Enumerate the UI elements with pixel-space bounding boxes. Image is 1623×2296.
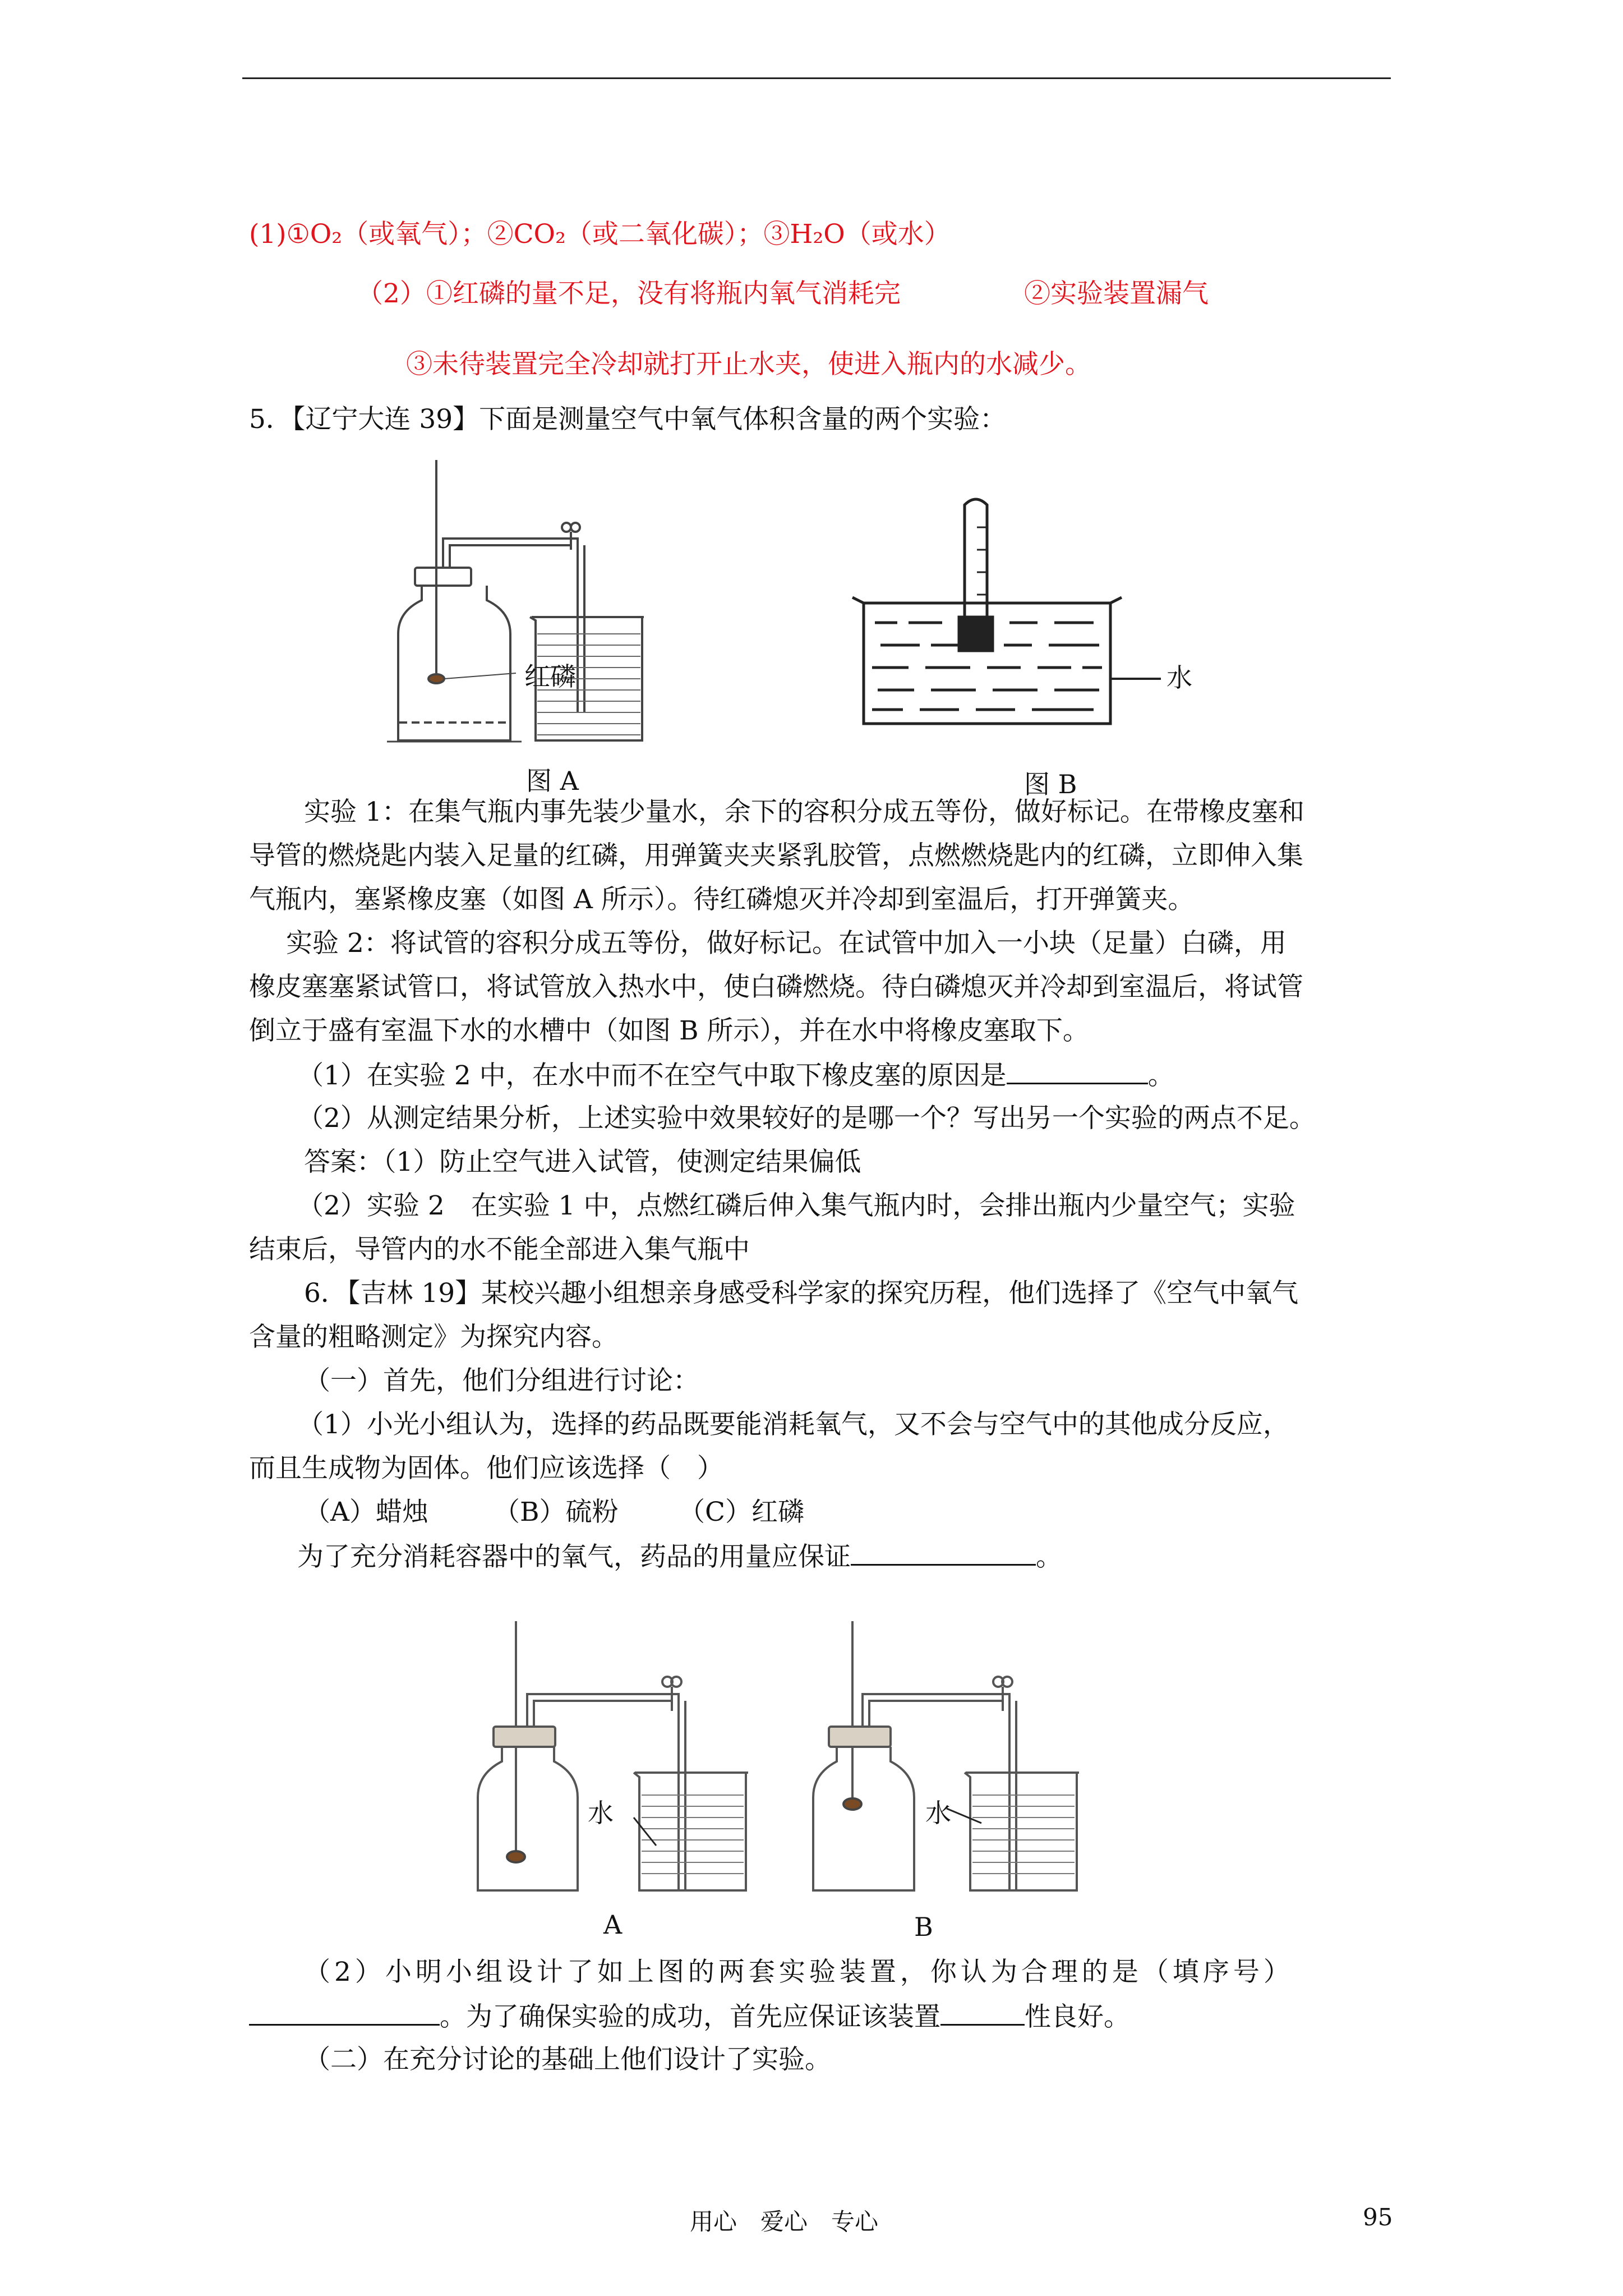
q5-answer-1: 答案：（1）防止空气进入试管，使测定结果偏低 [304, 1147, 861, 1177]
q6-sub2-b [249, 1999, 1130, 2034]
q6-sub1-b: 而且生成物为固体。他们应该选择（ ） [249, 1453, 723, 1484]
q6-sub1-c [297, 1539, 1062, 1574]
q5-sub2: （2）从测定结果分析，上述实验中效果较好的是哪一个？写出另一个实验的两点不足。 [297, 1103, 1316, 1134]
footer-motto: 用心 爱心 专心 [690, 2208, 879, 2235]
exp2-line-1: 实验 2：将试管的容积分成五等份，做好标记。在试管中加入一小块（足量）白磷，用 [286, 928, 1287, 959]
caption-figure-a: 图 A [526, 766, 579, 796]
figure-a-apparatus [387, 449, 667, 752]
fig-b-water-label: 水 [1166, 662, 1192, 693]
q5-sub1-blank[interactable] [1007, 1058, 1148, 1084]
exp1-line-1: 实验 1：在集气瓶内事先装少量水，余下的容积分成五等份，做好标记。在带橡皮塞和 [304, 797, 1304, 827]
q5-title: 5．【辽宁大连 39】下面是测量空气中氧气体积含量的两个实验： [249, 404, 1007, 435]
answer-line-2b: ②实验装置漏气 [1024, 278, 1209, 309]
exp1-line-2: 导管的燃烧匙内装入足量的红磷，用弹簧夹夹紧乳胶管，点燃燃烧匙内的红磷，立即伸入集 [249, 840, 1303, 871]
q6-caption-b: B [914, 1912, 933, 1942]
q6-sub2-a: （2）小明小组设计了如上图的两套实验装置，你认为合理的是（填序号） [304, 1957, 1294, 1987]
q5-answer-2b: 结束后，导管内的水不能全部进入集气瓶中 [249, 1234, 750, 1265]
q5-sub1-end: 。 [1147, 1060, 1174, 1091]
q6-sub1-c-blank[interactable] [851, 1539, 1036, 1566]
q6-sub1-a: （1）小光小组认为，选择的药品既要能消耗氧气，又不会与空气中的其他成分反应， [297, 1409, 1289, 1440]
caption-figure-b: 图 B [1024, 769, 1077, 799]
q6-fig-a-water-label: 水 [588, 1798, 614, 1828]
figure-b-apparatus [847, 494, 1183, 735]
q6-sub2-b-end: 性良好。 [1025, 2001, 1130, 2032]
q5-answer-2a: （2）实验 2 在实验 1 中，点燃红磷后伸入集气瓶内时，会排出瓶内少量空气；实验 [297, 1190, 1295, 1221]
answer-line-3: ③未待装置完全冷却就打开止水夹，使进入瓶内的水减少。 [406, 349, 1091, 380]
q6-title-a: 6．【吉林 19】某校兴趣小组想亲身感受科学家的探究历程，他们选择了《空气中氧气 [304, 1278, 1299, 1309]
q6-option-a: （A）蜡烛 [304, 1497, 428, 1527]
exp2-line-2: 橡皮塞塞紧试管口，将试管放入热水中，使白磷燃烧。待白磷熄灭并冷却到室温后，将试管 [249, 972, 1303, 1002]
q6-fig-b-water-label: 水 [925, 1798, 951, 1828]
q6-part2: （二）在充分讨论的基础上他们设计了实验。 [304, 2044, 831, 2075]
q6-sub2-blank-2[interactable] [940, 1999, 1025, 2026]
q5-sub1-text: （1）在实验 2 中，在水中而不在空气中取下橡皮塞的原因是 [297, 1060, 1007, 1091]
q6-figure-b [796, 1610, 1122, 1902]
exp2-line-3: 倒立于盛有室温下水的水槽中（如图 B 所示），并在水中将橡皮塞取下。 [249, 1015, 1089, 1046]
q6-option-c: （C）红磷 [679, 1497, 804, 1527]
q5-sub1 [297, 1058, 1174, 1093]
q6-title-b: 含量的粗略测定》为探究内容。 [249, 1322, 618, 1352]
exp1-line-3: 气瓶内，塞紧橡皮塞（如图 A 所示）。待红磷熄灭并冷却到室温后，打开弹簧夹。 [249, 884, 1195, 915]
q6-sub1-c-end: 。 [1036, 1542, 1062, 1572]
q6-caption-a: A [603, 1910, 623, 1940]
answer-line-2a: （2）①红磷的量不足，没有将瓶内氧气消耗完 [357, 278, 901, 309]
q6-sub2-blank-1[interactable] [249, 1999, 440, 2026]
page-number: 95 [1363, 2203, 1393, 2231]
answer-line-1: (1)①O₂（或氧气）；②CO₂（或二氧化碳）；③H₂O（或水） [249, 219, 951, 250]
header-rule [242, 77, 1391, 79]
fig-a-red-phosphorus-label: 红磷 [524, 661, 576, 692]
q6-option-b: （B）硫粉 [494, 1497, 619, 1527]
q6-figure-a [471, 1610, 796, 1902]
q6-part1: （一）首先，他们分组进行讨论： [304, 1365, 699, 1396]
q6-sub1-c-text: 为了充分消耗容器中的氧气，药品的用量应保证 [297, 1542, 851, 1572]
q6-sub2-b-text: 。为了确保实验的成功，首先应保证该装置 [440, 2001, 940, 2032]
